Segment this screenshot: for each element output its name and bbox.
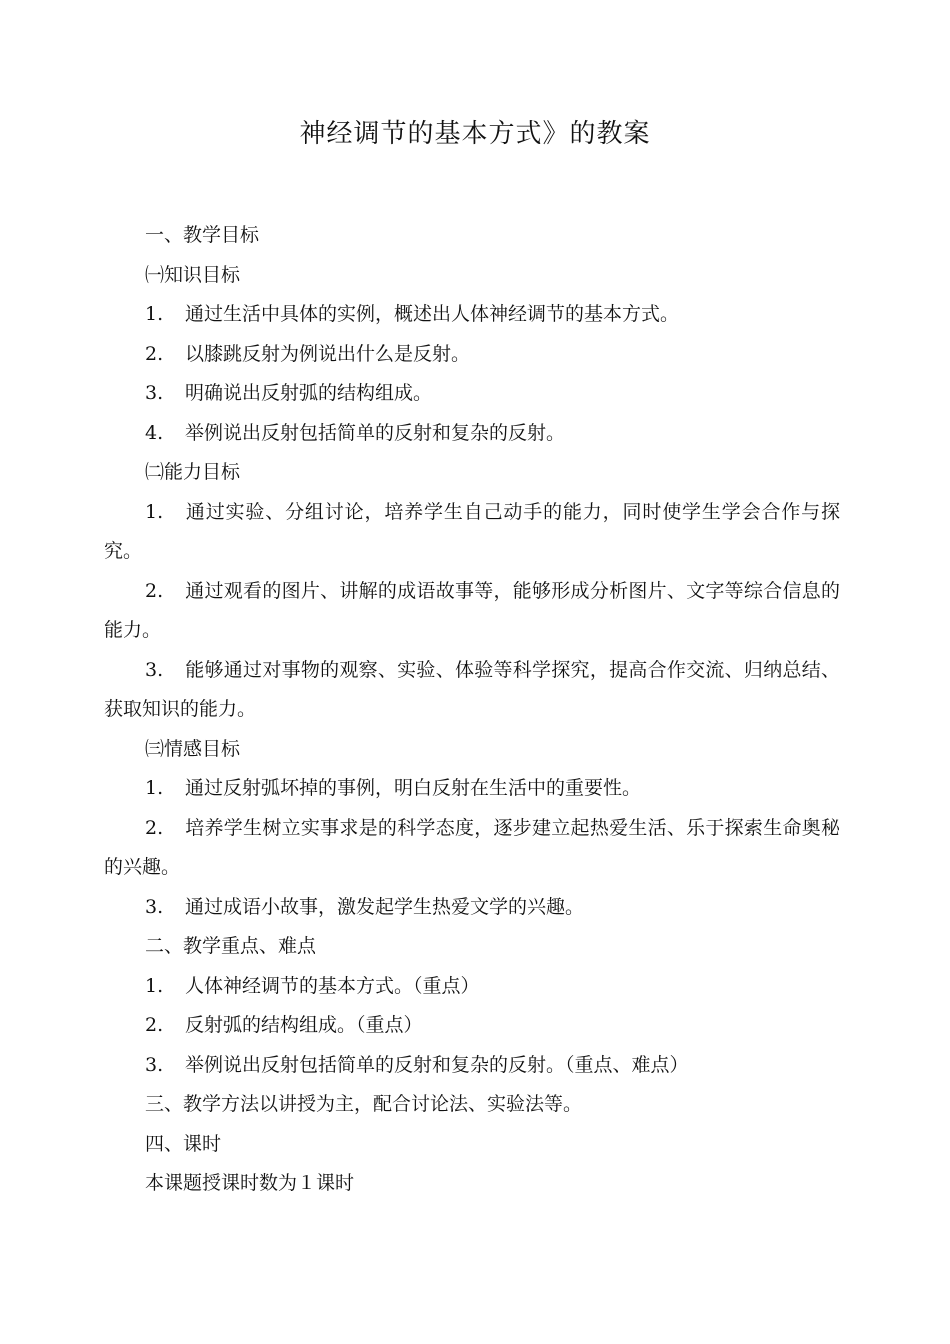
item-number: 1. (145, 974, 164, 997)
item-text: 举例说出反射包括简单的反射和复杂的反射。（重点、难点） (185, 1053, 689, 1076)
subheading-knowledge-goals: ㈠知识目标 (145, 263, 241, 286)
list-item (104, 1006, 840, 1046)
item-number: 2. (145, 579, 164, 602)
item-number: 2. (145, 342, 164, 365)
item-text: 培养学生树立实事求是的科学态度，逐步建立起热爱生活、乐于探索生命奥秘的兴趣。 (104, 816, 840, 878)
list-item (104, 572, 840, 651)
heading-teaching-goals: 一、教学目标 (145, 224, 260, 246)
subheading-emotional-goals: ㈢情感目标 (145, 737, 241, 760)
list-item (104, 374, 840, 414)
class-hours-text: 本课题授课时数为１课时 (145, 1172, 355, 1194)
list-item (104, 1046, 840, 1086)
list-item (104, 295, 840, 335)
item-text: 以膝跳反射为例说出什么是反射。 (185, 342, 471, 365)
item-text: 通过成语小故事，激发起学生热爱文学的兴趣。 (185, 895, 585, 918)
item-text: 能够通过对事物的观察、实验、体验等科学探究，提高合作交流、归纳总结、获取知识的能力。 (104, 658, 840, 720)
subheading-ability-goals: ㈡能力目标 (145, 461, 241, 483)
item-number: 2. (145, 816, 164, 839)
list-item (104, 967, 840, 1007)
item-text: 明确说出反射弧的结构组成。 (185, 382, 433, 404)
item-text: 人体神经调节的基本方式。（重点） (185, 974, 480, 997)
item-number: 3. (145, 382, 164, 404)
item-text: 通过生活中具体的实例，概述出人体神经调节的基本方式。 (185, 303, 680, 325)
item-number: 3. (145, 1053, 164, 1076)
list-item (104, 888, 840, 928)
item-text: 反射弧的结构组成。（重点） (185, 1014, 423, 1036)
item-text: 举例说出反射包括简单的反射和复杂的反射。 (185, 421, 566, 444)
list-item (104, 809, 840, 888)
list-item (104, 769, 840, 809)
document-body (104, 216, 840, 1204)
document-title: 神经调节的基本方式》的教案 (299, 119, 651, 149)
list-item (104, 651, 840, 730)
item-number: 4. (145, 421, 164, 444)
item-number: 1. (145, 303, 164, 325)
item-number: 1. (145, 777, 164, 799)
list-item (104, 493, 840, 572)
heading-key-points: 二、教学重点、难点 (145, 935, 317, 957)
item-text: 通过观看的图片、讲解的成语故事等，能够形成分析图片、文字等综合信息的能力。 (104, 579, 840, 641)
item-text: 通过实验、分组讨论，培养学生自己动手的能力，同时使学生学会合作与探究。 (104, 500, 840, 562)
item-text: 通过反射弧坏掉的事例，明白反射在生活中的重要性。 (185, 777, 642, 799)
item-number: 1. (145, 500, 164, 523)
list-item (104, 414, 840, 454)
heading-class-hours: 四、课时 (145, 1132, 222, 1155)
list-item (104, 335, 840, 375)
item-number: 3. (145, 895, 164, 918)
item-number: 2. (145, 1014, 164, 1036)
heading-teaching-methods: 三、教学方法以讲授为主，配合讨论法、实验法等。 (145, 1093, 583, 1115)
item-number: 3. (145, 658, 164, 681)
